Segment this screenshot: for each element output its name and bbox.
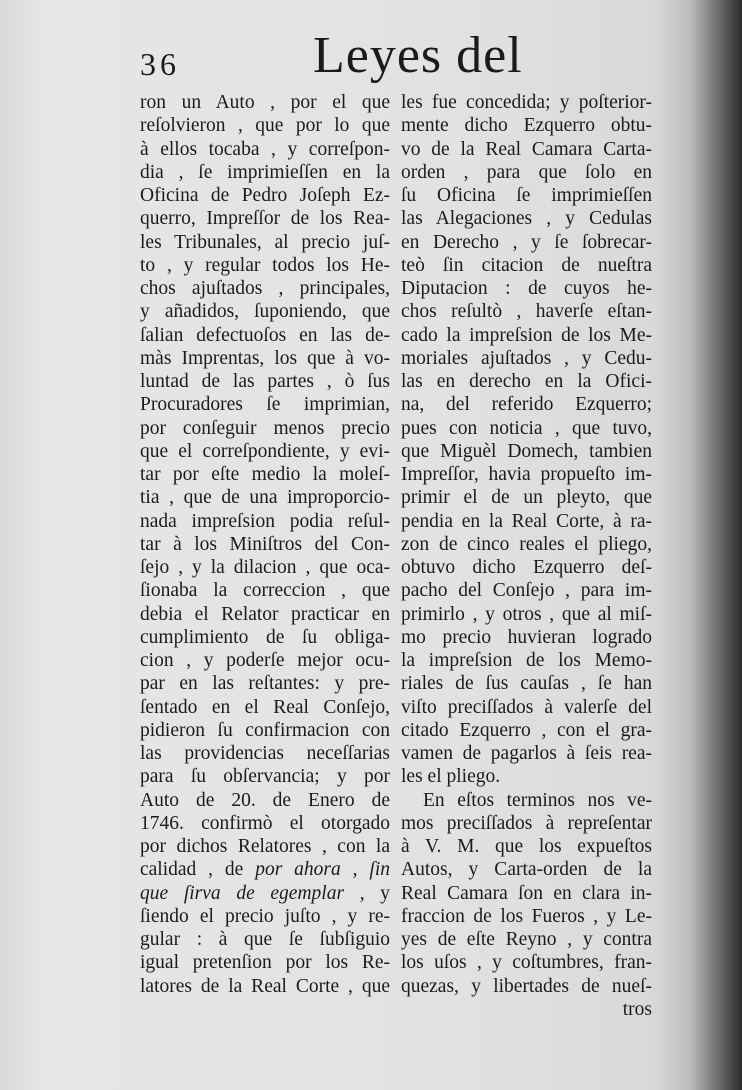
line-text: par en las reſtantes: y pre-: [140, 673, 390, 695]
line-text: las Alegaciones , y Cedulas: [401, 208, 652, 230]
text-line: [401, 951, 652, 974]
text-line: [140, 347, 390, 370]
text-line: [401, 672, 652, 695]
line-text: los uſos , y coſtumbres, fran-: [401, 952, 652, 974]
text-line: [401, 998, 652, 1021]
line-text: na, del referido Ezquerro;: [401, 394, 652, 416]
text-line: [401, 277, 652, 300]
text-line: [140, 928, 390, 951]
text-line: [140, 951, 390, 974]
line-text: obtuvo dicho Ezquerro deſ-: [401, 557, 652, 578]
line-text: ron un Auto , por el que: [140, 92, 390, 113]
text-line: [140, 510, 390, 533]
line-text: primir el de un pleyto, que: [401, 487, 652, 509]
text-line: [401, 975, 652, 998]
line-text: primirlo , y otros , que al miſ-: [401, 603, 652, 625]
text-line: [401, 324, 652, 347]
line-text: zon de cinco reales el pliego,: [401, 533, 652, 555]
text-line: [401, 603, 652, 626]
line-text: les Tribunales, al precio juſ-: [140, 231, 390, 253]
text-line: [401, 114, 652, 137]
text-line: [140, 440, 390, 463]
text-line: [140, 858, 390, 881]
line-text: màs Imprentas, los que à vo-: [140, 347, 390, 369]
line-text: ſiendo el precio juſto , y re-: [140, 905, 390, 927]
text-line: [140, 370, 390, 393]
line-text: à ellos tocaba , y correſpon-: [140, 138, 390, 160]
text-line: [140, 603, 390, 626]
text-line: [401, 789, 652, 812]
line-text: ſalian defectuoſos en las de-: [140, 324, 390, 346]
line-text: ſu Oficina ſe imprimieſſen: [401, 185, 652, 206]
text-line: [401, 138, 652, 161]
text-line: [140, 556, 390, 579]
line-text: to , y regular todos los He-: [140, 254, 390, 276]
text-line: [401, 91, 652, 114]
line-text: les el pliego.: [401, 766, 501, 788]
text-line: [401, 556, 652, 579]
text-line: [401, 370, 652, 393]
running-title: Leyes del: [313, 27, 523, 84]
text-line: [401, 696, 652, 719]
text-line: [140, 765, 390, 788]
line-text: reſolvieron , que por lo que: [140, 115, 390, 137]
line-text: vo de la Real Camara Carta-: [401, 138, 652, 160]
line-text: para ſu obſervancia; y por: [140, 766, 390, 788]
line-text: quezas, y libertades de nueſ-: [401, 975, 652, 997]
text-line: [140, 626, 390, 649]
italic-text: que ſirva de egemplar: [140, 882, 345, 904]
text-line: [140, 696, 390, 719]
text-line: [401, 207, 652, 230]
line-text: por dichos Relatores , con la: [140, 836, 390, 857]
text-line: [140, 835, 390, 858]
line-text: Real Camara ſon en clara in-: [401, 882, 652, 904]
text-line: [140, 254, 390, 277]
text-line: [401, 417, 652, 440]
line-text: citado Ezquerro , con el gra-: [401, 719, 652, 741]
line-text: ſentado en el Real Conſejo,: [140, 696, 390, 718]
line-text: Procuradores ſe imprimian,: [140, 394, 390, 416]
text-line: [401, 533, 652, 556]
text-line: [140, 463, 390, 486]
line-text: En eſtos terminos nos ve-: [423, 789, 652, 811]
text-line: [401, 254, 652, 277]
text-line: [401, 812, 652, 835]
text-line: [140, 882, 390, 905]
page-number: 36: [140, 46, 180, 82]
line-text: Diputacion : de cuyos he-: [401, 278, 652, 299]
text-line: [401, 579, 652, 602]
line-text: nada impreſsion podia reſul-: [140, 510, 390, 532]
text-line: [401, 882, 652, 905]
text-line: [140, 649, 390, 672]
text-line: [140, 300, 390, 323]
line-text: tar à los Miniſtros del Con-: [140, 533, 390, 555]
italic-text: por ahora , ſin: [255, 859, 390, 881]
line-text: igual pretenſion por los Re-: [140, 952, 390, 974]
text-line: [401, 184, 652, 207]
line-text: pues con noticia , que tuvo,: [401, 417, 652, 439]
line-text: Impreſſor, havia propueſto im-: [401, 464, 652, 485]
line-text: debia el Relator practicar en: [140, 603, 390, 625]
text-line: [140, 672, 390, 695]
text-line: [140, 231, 390, 254]
line-text: que Miguèl Domech, tambien: [401, 440, 652, 462]
text-line: [401, 347, 652, 370]
line-text: tia , que de una improporcio-: [140, 487, 390, 509]
line-text: Autos, y Carta-orden de la: [401, 859, 652, 881]
text-line: [140, 812, 390, 835]
text-line: [140, 184, 390, 207]
text-line: [401, 649, 652, 672]
line-text: chos ajuſtados , principales,: [140, 278, 390, 299]
line-text: chos reſultò , haverſe eſtan-: [401, 301, 652, 323]
line-text: mente dicho Ezquerro obtu-: [401, 115, 652, 137]
right-text-column: [401, 91, 652, 1021]
line-text: , y: [344, 882, 391, 904]
text-line: [401, 905, 652, 928]
text-line: [401, 719, 652, 742]
text-line: [140, 579, 390, 602]
line-text: moriales ajuſtados , y Cedu-: [401, 347, 652, 369]
line-text: latores de la Real Corte , que: [140, 975, 390, 997]
text-line: [140, 324, 390, 347]
text-line: [401, 231, 652, 254]
line-text: las en derecho en la Ofici-: [401, 371, 652, 392]
text-line: [401, 161, 652, 184]
left-text-column: [140, 91, 390, 998]
line-text: pacho del Conſejo , para im-: [401, 580, 652, 602]
text-line: [401, 463, 652, 486]
text-line: [140, 161, 390, 184]
line-text: Auto de 20. de Enero de: [140, 789, 390, 811]
text-line: [401, 440, 652, 463]
text-line: [140, 905, 390, 928]
line-text: riales de ſus cauſas , ſe han: [401, 673, 652, 695]
line-text: querro, Impreſſor de los Rea-: [140, 208, 390, 230]
text-line: [140, 207, 390, 230]
line-text: mo precio huvieran logrado: [401, 626, 652, 648]
text-line: [140, 789, 390, 812]
text-line: [140, 719, 390, 742]
line-text: pendia en la Real Corte, à ra-: [401, 510, 652, 532]
line-text: en Derecho , y ſe ſobrecar-: [401, 231, 652, 253]
line-text: y añadidos, ſuponiendo, que: [140, 301, 390, 323]
line-text: por conſeguir menos precio: [140, 417, 390, 439]
line-text: vamen de pagarlos à ſeis rea-: [401, 743, 652, 764]
line-text: fraccion de los Fueros , y Le-: [401, 905, 652, 927]
text-line: [401, 300, 652, 323]
line-text: tar por eſte medio la moleſ-: [140, 464, 390, 485]
line-text: calidad , de: [140, 859, 256, 881]
line-text: tros: [622, 998, 652, 1020]
line-text: cumplimiento de ſu obliga-: [140, 626, 390, 648]
text-line: [140, 91, 390, 114]
text-line: [140, 742, 390, 765]
text-line: [401, 626, 652, 649]
line-text: mos preciſſados à repreſentar: [401, 812, 652, 834]
line-text: viſto preciſſados à valerſe del: [401, 696, 652, 718]
line-text: luntad de las partes , ò ſus: [140, 371, 390, 392]
line-text: les fue concedida; y poſterior-: [401, 92, 652, 113]
text-line: [401, 510, 652, 533]
text-line: [401, 742, 652, 765]
line-text: Oficina de Pedro Joſeph Ez-: [140, 185, 390, 206]
line-text: orden , para que ſolo en: [401, 161, 652, 183]
text-line: [401, 486, 652, 509]
text-line: [401, 928, 652, 951]
line-text: la impreſsion de los Memo-: [401, 650, 652, 671]
line-text: que el correſpondiente, y evi-: [140, 440, 390, 462]
text-line: [140, 277, 390, 300]
text-line: [140, 393, 390, 416]
line-text: yes de eſte Reyno , y contra: [401, 929, 652, 950]
line-text: las providencias neceſſarias: [140, 743, 390, 764]
line-text: 1746. confirmò el otorgado: [140, 812, 390, 834]
text-line: [140, 486, 390, 509]
text-line: [140, 417, 390, 440]
line-text: cado la impreſsion de los Me-: [401, 324, 652, 346]
text-line: [140, 138, 390, 161]
text-line: [401, 393, 652, 416]
text-line: [401, 858, 652, 881]
text-line: [140, 533, 390, 556]
text-line: [401, 835, 652, 858]
line-text: dia , ſe imprimieſſen en la: [140, 161, 390, 183]
line-text: à V. M. que los expueſtos: [401, 836, 652, 857]
line-text: gular : à que ſe ſubſiguio: [140, 929, 390, 950]
text-line: [140, 114, 390, 137]
text-line: [140, 975, 390, 998]
line-text: pidieron ſu confirmacion con: [140, 719, 390, 741]
line-text: ſejo , y la dilacion , que oca-: [140, 557, 390, 578]
text-line: [401, 765, 652, 788]
line-text: cion , y poderſe mejor ocu-: [140, 650, 390, 671]
line-text: teò ſin citacion de nueſtra: [401, 254, 652, 276]
line-text: ſionaba la correccion , que: [140, 580, 390, 602]
